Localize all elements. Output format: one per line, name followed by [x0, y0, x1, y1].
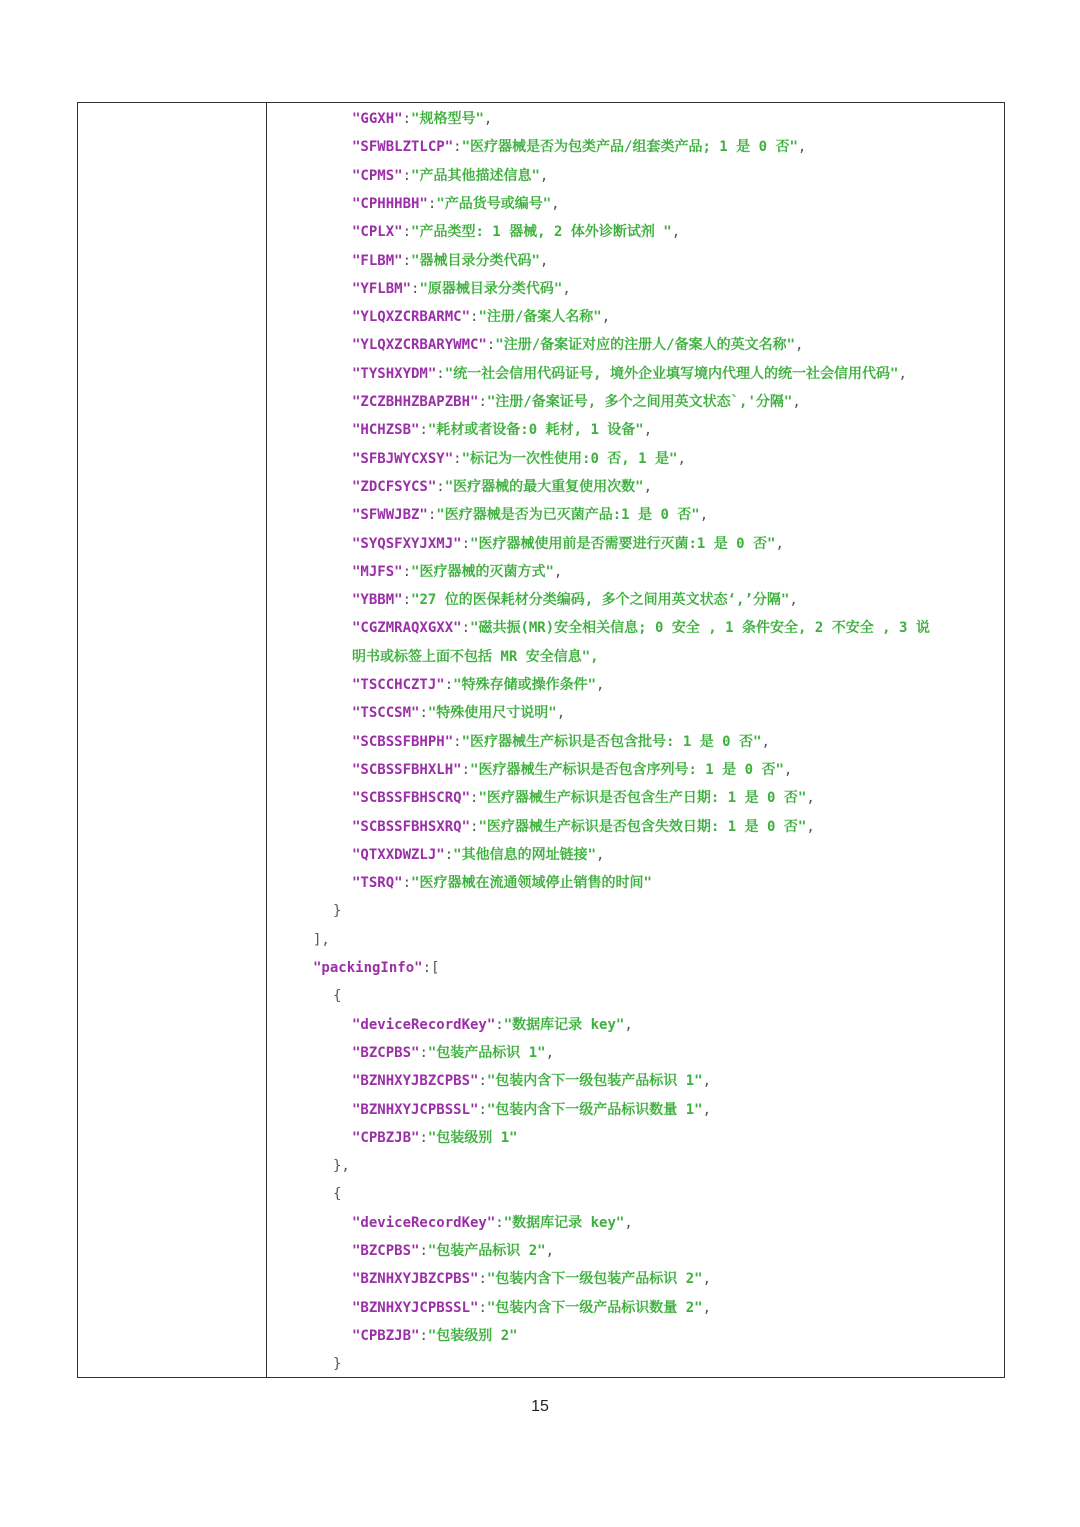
json-separator: : [427, 195, 437, 212]
json-separator: : [478, 394, 487, 410]
json-line [352, 534, 784, 554]
json-key: "SFWWJBZ" [352, 507, 428, 524]
json-value: "特殊存储或操作条件" [453, 677, 597, 693]
json-value: "医疗器械使用前是否需要进行灭菌:1 是 0 否" [470, 535, 776, 552]
json-key: "SCBSSFBHSCRQ" [352, 790, 471, 807]
json-key: "BZCPBS" [352, 1243, 420, 1259]
json-value: "产品类型: 1 器械, 2 体外诊断试剂 " [411, 224, 672, 241]
json-key: "CPBZJB" [352, 1129, 420, 1146]
json-line-end: , [551, 195, 560, 212]
json-key: "TYSHXYDM" [352, 365, 437, 382]
json-line [352, 392, 801, 412]
json-line [352, 137, 806, 157]
json-line [352, 364, 907, 384]
json-value: "其他信息的网址链接" [453, 846, 597, 863]
json-key: "SCBSSFBHSXRQ" [352, 818, 471, 835]
json-separator: : [444, 846, 454, 863]
json-key: "BZNHXYJCPBSSL" [352, 1299, 479, 1316]
json-separator: : [478, 1299, 487, 1316]
json-line-end: , [789, 592, 798, 609]
json-value: "注册/备案人名称" [478, 309, 602, 326]
json-value: "包装内含下一级包装产品标识 2" [486, 1271, 703, 1288]
json-line [352, 1128, 518, 1148]
json-line-end: , [562, 280, 571, 297]
json-key: "SYQSFXYJXMJ" [352, 535, 462, 552]
json-line-end: , [702, 1101, 712, 1118]
json-key: "deviceRecordKey" [352, 1016, 496, 1033]
json-line-end: , [553, 563, 563, 580]
json-separator: : [478, 1073, 487, 1090]
json-value: "包装产品标识 1" [427, 1044, 546, 1061]
json-line-end: , [545, 1044, 555, 1061]
json-key: "CGZMRAQXGXX" [352, 620, 462, 637]
json-separator: : [453, 450, 462, 467]
json-value: "医疗器械是否为包类产品/组套类产品; 1 是 0 否" [461, 139, 798, 156]
json-line-end: , [601, 309, 611, 326]
json-value: "原器械目录分类代码" [419, 280, 563, 297]
json-line [352, 1298, 711, 1318]
json-line-end: , [539, 252, 549, 269]
json-separator: : [470, 790, 479, 807]
json-separator: : [470, 309, 479, 326]
json-line-end: , [792, 394, 801, 410]
json-line [352, 335, 803, 355]
json-close-brace: } [333, 1356, 342, 1373]
json-open-bracket: :[ [422, 960, 440, 976]
json-value: "规格型号" [411, 111, 484, 127]
json-line-end: , [643, 478, 653, 495]
json-line [352, 477, 652, 497]
json-separator: : [495, 1016, 504, 1033]
json-key: "SFWBLZTLCP" [352, 139, 454, 156]
json-line [352, 618, 930, 638]
json-value: "医疗器械是否为已灭菌产品:1 是 0 否" [436, 507, 700, 524]
json-line [352, 788, 815, 808]
json-close-brace: } [333, 903, 342, 920]
json-key: "CPLX" [352, 224, 403, 241]
json-line-end: , [806, 790, 815, 807]
json-value: "数据库记录 key" [503, 1016, 625, 1033]
json-line [352, 307, 610, 327]
json-line-end: , [783, 761, 793, 778]
json-key: "YBBM" [352, 592, 403, 609]
json-line [352, 1043, 554, 1063]
json-line-end: , [702, 1271, 712, 1288]
json-key: "TSCCSM" [352, 705, 420, 722]
json-line [352, 732, 770, 752]
json-value: "医疗器械在流通领域停止销售的时间" [411, 875, 652, 892]
json-line-end: , [761, 733, 770, 750]
json-value: "数据库记录 key" [503, 1214, 625, 1231]
json-value: "包装内含下一级产品标识数量 2" [486, 1299, 703, 1316]
json-separator: : [436, 478, 445, 495]
json-value: "器械目录分类代码" [411, 252, 540, 269]
json-separator: : [444, 677, 454, 693]
json-key: "YLQXZCRBARYWMC" [352, 337, 487, 354]
json-line [352, 703, 565, 723]
json-line-end: , [643, 422, 653, 439]
json-value: "医疗器械生产标识是否包含序列号: 1 是 0 否" [470, 761, 784, 778]
json-separator: : [402, 592, 412, 609]
table-left-column [78, 103, 267, 1377]
json-value: "标记为一次性使用:0 否, 1 是" [461, 450, 678, 467]
json-value: "注册/备案证号, 多个之间用英文状态`,'分隔" [486, 394, 793, 410]
json-value: "包装级别 2" [427, 1327, 518, 1344]
json-separator: : [419, 705, 428, 722]
json-value: "医疗器械生产标识是否包含失效日期: 1 是 0 否" [478, 818, 807, 835]
json-line [352, 1213, 633, 1233]
json-line-end: , [624, 1214, 633, 1231]
json-line-end: , [483, 111, 493, 127]
json-separator: : [486, 337, 496, 354]
json-value-continuation: 明书或标签上面不包括 MR 安全信息", [352, 648, 599, 665]
json-separator: : [453, 733, 462, 750]
json-value: "统一社会信用代码证号, 境外企业填写境内代理人的统一社会信用代码" [444, 365, 899, 382]
json-line [352, 420, 652, 440]
json-value: "医疗器械生产标识是否包含生产日期: 1 是 0 否" [478, 790, 807, 807]
json-separator: : [461, 620, 471, 637]
json-separator: : [402, 167, 412, 184]
json-value: "磁共振(MR)安全相关信息; 0 安全 , 1 条件安全, 2 不安全 , 3 说 [470, 620, 930, 637]
json-separator: : [419, 1327, 428, 1344]
json-open-brace: { [333, 988, 342, 1005]
json-separator: : [419, 422, 428, 439]
json-value: "产品其他描述信息" [411, 167, 540, 184]
json-line [352, 1326, 518, 1346]
json-value: "产品货号或编号" [436, 195, 552, 212]
json-line [352, 675, 604, 695]
packing-info-key [313, 958, 439, 978]
json-line-end: , [624, 1016, 633, 1033]
json-line-end: , [556, 705, 566, 722]
json-key: "BZNHXYJBZCPBS" [352, 1073, 479, 1090]
json-line [352, 562, 562, 582]
json-key: "YLQXZCRBARMC" [352, 309, 471, 326]
json-line [352, 1015, 633, 1035]
json-value: "27 位的医保耗材分类编码, 多个之间用英文状态‘,’分隔" [411, 592, 790, 609]
page-number: 15 [531, 1398, 549, 1415]
json-line [352, 1071, 711, 1091]
json-line [352, 817, 815, 837]
json-separator: : [478, 1271, 487, 1288]
json-key: "MJFS" [352, 563, 403, 580]
json-close-bracket: ], [313, 931, 330, 948]
json-line-end: , [702, 1299, 712, 1316]
json-line-end: , [795, 337, 804, 354]
json-line [352, 760, 792, 780]
json-separator: : [427, 507, 437, 524]
json-line-end: , [806, 818, 815, 835]
json-code-block [267, 103, 1004, 1377]
json-open-brace: { [333, 1186, 342, 1203]
json-key: "GGXH" [352, 111, 403, 127]
json-line [352, 166, 548, 186]
json-line [352, 251, 548, 271]
json-key: "HCHZSB" [352, 422, 420, 439]
json-key: "ZDCFSYCS" [352, 478, 437, 495]
json-line [352, 279, 571, 299]
json-line [352, 590, 798, 610]
json-line [352, 873, 652, 893]
json-value: "医疗器械的灭菌方式" [411, 563, 554, 580]
json-separator: : [453, 139, 462, 156]
json-separator: : [419, 1243, 428, 1259]
json-key: "BZNHXYJCPBSSL" [352, 1101, 479, 1118]
json-line [352, 222, 680, 242]
json-value: "包装级别 1" [427, 1129, 518, 1146]
json-line [352, 194, 560, 214]
json-key: "ZCZBHHZBAPZBH" [352, 394, 479, 410]
json-line [352, 109, 492, 129]
json-separator: : [402, 111, 412, 127]
json-line [352, 845, 604, 865]
json-key: "YFLBM" [352, 280, 412, 297]
json-line [352, 505, 708, 525]
json-line-end: , [702, 1073, 712, 1090]
json-key: "TSRQ" [352, 875, 403, 892]
json-separator: : [402, 875, 412, 892]
json-value: "包装内含下一级产品标识数量 1" [486, 1101, 703, 1118]
json-key: "TSCCHCZTJ" [352, 677, 445, 693]
json-value: "特殊使用尺寸说明" [427, 705, 557, 722]
json-line [352, 449, 686, 469]
json-line-end: , [898, 365, 907, 382]
json-key: "CPMS" [352, 167, 403, 184]
json-line-end: , [677, 450, 686, 467]
json-key: "SCBSSFBHPH" [352, 733, 454, 750]
json-value: "医疗器械生产标识是否包含批号: 1 是 0 否" [461, 733, 762, 750]
json-key: "SCBSSFBHXLH" [352, 761, 462, 778]
json-value: "包装产品标识 2" [427, 1243, 546, 1259]
json-value: "包装内含下一级包装产品标识 1" [486, 1073, 703, 1090]
json-key: "BZCPBS" [352, 1044, 420, 1061]
json-close-brace: }, [333, 1158, 350, 1175]
json-separator: : [402, 252, 412, 269]
json-value: "医疗器械的最大重复使用次数" [444, 478, 644, 495]
json-value: "耗材或者设备:0 耗材, 1 设备" [427, 422, 644, 439]
json-key: "CPBZJB" [352, 1327, 420, 1344]
json-key: "CPHHHBH" [352, 195, 428, 212]
json-separator: : [402, 224, 412, 241]
json-key: "SFBJWYCXSY" [352, 450, 454, 467]
json-key: "QTXXDWZLJ" [352, 846, 445, 863]
json-key: "FLBM" [352, 252, 403, 269]
json-line-end: , [545, 1243, 555, 1259]
json-key: "deviceRecordKey" [352, 1214, 496, 1231]
json-line [352, 1241, 554, 1261]
json-key: "packingInfo" [313, 960, 423, 976]
json-line-end: , [797, 139, 807, 156]
json-line [352, 1269, 711, 1289]
json-line-end: , [671, 224, 681, 241]
json-separator: : [436, 365, 445, 382]
json-separator: : [411, 280, 420, 297]
document-table [77, 102, 1005, 1378]
json-separator: : [461, 535, 471, 552]
json-separator: : [470, 818, 479, 835]
json-line-end: , [596, 677, 605, 693]
json-line-end: , [539, 167, 549, 184]
json-separator: : [495, 1214, 504, 1231]
json-line-end: , [775, 535, 784, 552]
json-separator: : [461, 761, 471, 778]
json-separator: : [419, 1044, 428, 1061]
json-line [352, 1100, 711, 1120]
json-key: "BZNHXYJBZCPBS" [352, 1271, 479, 1288]
json-separator: : [419, 1129, 428, 1146]
json-line-end: , [596, 846, 605, 863]
json-separator: : [402, 563, 412, 580]
json-line-end: , [699, 507, 709, 524]
json-separator: : [478, 1101, 487, 1118]
json-value: "注册/备案证对应的注册人/备案人的英文名称" [495, 337, 796, 354]
